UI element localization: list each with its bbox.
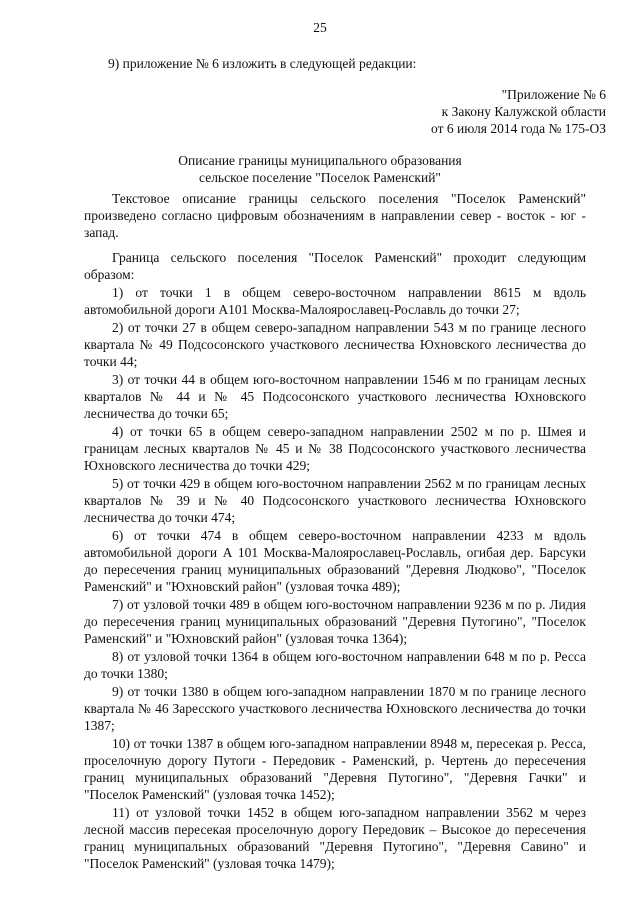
- paragraph-item-6: 6) от точки 474 в общем северо-восточном направлении 4233 м вдоль автомобильной дороги А 101 Москва-Малоярославец-Рославль, огибая дер. Барсуки до пересечения границ муниципальных образований "Деревня Людково", "Поселок Раменский" и "Юхновский район" (узловая точка 489);: [84, 528, 586, 594]
- amendment-intro: 9) приложение № 6 изложить в следующей редакции:: [108, 56, 417, 71]
- paragraph-item-3: 3) от точки 44 в общем юго-восточном направлении 1546 м по границам лесных кварталов № 44 и № 45 Подсосонского участкового лесничества Юхновского лесничества до точки 65;: [84, 372, 586, 421]
- document-title-line-1: Описание границы муниципального образования: [178, 153, 462, 168]
- paragraph-item-5: 5) от точки 429 в общем юго-восточном направлении 2562 м по границам лесных кварталов № 39 и № 40 Подсосонского участкового лесничества Юхновского лесничества до точки 474;: [84, 476, 586, 525]
- document-title-line-2: сельское поселение "Поселок Раменский": [199, 170, 441, 185]
- paragraph-item-2: 2) от точки 27 в общем северо-западном направлении 543 м по границе лесного квартала № 49 Подсосонского участкового лесничества Юхновского лесничества до точки 44;: [84, 320, 586, 369]
- annex-header-line-2: к Закону Калужской области: [441, 104, 606, 119]
- paragraph-item-10: 10) от точки 1387 в общем юго-западном направлении 8948 м, пересекая р. Ресса, проселочную дорогу Путоги - Передовик - Раменский, р. Чертень до пересечения границ муниципальных образований "Деревня Путогино", "Деревня Гачки" и "Поселок Раменский" (узловая точка 1452);: [84, 736, 586, 802]
- paragraph-item-7: 7) от узловой точки 489 в общем юго-восточном направлении 9236 м по р. Лидия до пересечения границ муниципальных образований "Деревня Путогино", "Поселок Раменский" и "Юхновский район" (узловая точка 1364);: [84, 597, 586, 646]
- paragraph-item-9: 9) от точки 1380 в общем юго-западном направлении 1870 м по границе лесного квартала № 46 Зaресского участкового лесничества Юхновского лесничества до точки 1387;: [84, 684, 586, 733]
- paragraph-item-8: 8) от узловой точки 1364 в общем юго-восточном направлении 648 м по р. Ресса до точки 1380;: [84, 649, 586, 681]
- page-number: 25: [313, 20, 327, 35]
- annex-header-line-1: "Приложение № 6: [501, 87, 606, 102]
- document-title: [0, 152, 640, 186]
- annex-header-line-3: от 6 июля 2014 года № 175-ОЗ: [431, 121, 606, 136]
- paragraph-boundary-intro: Граница сельского поселения "Поселок Раменский" проходит следующим образом:: [84, 250, 586, 282]
- paragraph-description: Текстовое описание границы сельского поселения "Поселок Раменский" произведено согласно цифровым обозначениям в направлении север - восток - юг - запад.: [84, 191, 586, 240]
- paragraph-item-1: 1) от точки 1 в общем северо-восточном направлении 8615 м вдоль автомобильной дороги А101 Москва-Малоярославец-Рославль до точки 27;: [84, 285, 586, 317]
- paragraph-item-11: 11) от узловой точки 1452 в общем юго-западном направлении 3562 м через лесной массив пересекая проселочную дорогу Передовик – Высокое до пересечения границ муниципальных образований "Деревня Путогино", "Деревня Савино" и "Поселок Раменский" (узловая точка 1479);: [84, 805, 586, 871]
- paragraph-item-4: 4) от точки 65 в общем северо-западном направлении 2502 м по р. Шмея и границам лесных кварталов № 45 и № 38 Подсосонского участкового лесничества Юхновского лесничества до точки 429;: [84, 424, 586, 473]
- document-body: [84, 190, 586, 873]
- annex-header: [431, 86, 606, 137]
